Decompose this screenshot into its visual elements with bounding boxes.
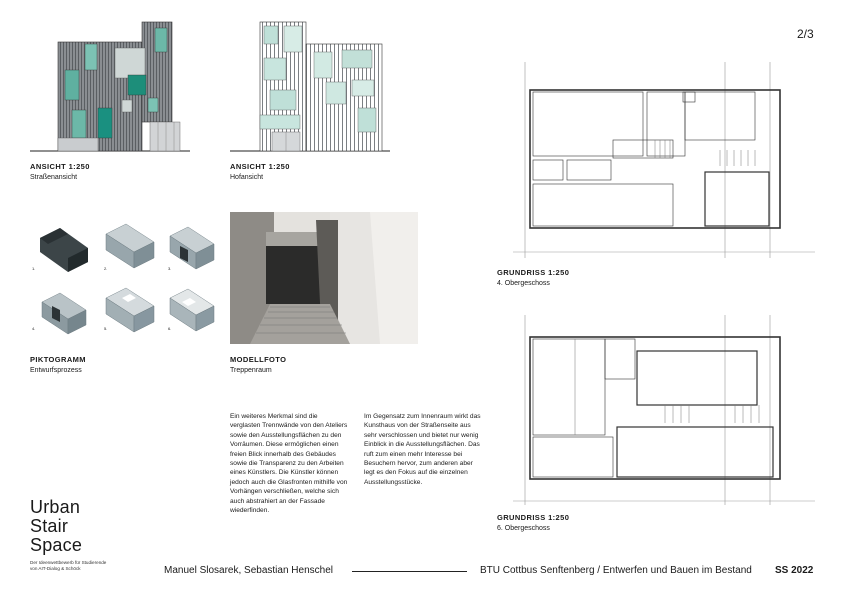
courtyard-elevation-caption xyxy=(230,162,290,181)
urban-stair-space-logo xyxy=(30,498,106,572)
pictogram-label-6: 6. xyxy=(168,326,172,331)
model-photo-subtitle: Treppenraum xyxy=(230,367,272,374)
footer-university: BTU Cottbus Senftenberg / Entwerfen und Bauen im Bestand xyxy=(480,565,752,576)
model-photo xyxy=(230,212,418,344)
page-number: 2/3 xyxy=(797,27,814,41)
pictogram-grid xyxy=(30,218,220,338)
pictogram-label-3: 3. xyxy=(168,266,172,271)
plan-6og-caption xyxy=(497,513,569,532)
plan-4og-subtitle: 4. Obergeschoss xyxy=(497,280,550,287)
logo-subline-1: Der Ideenwettbewerb für Studierende xyxy=(30,560,107,565)
footer-authors: Manuel Slosarek, Sebastian Henschel xyxy=(164,565,333,576)
floor-plan-6og xyxy=(505,315,815,505)
pictogram-step-4 xyxy=(42,293,86,334)
pictogram-step-1 xyxy=(40,228,88,272)
plan-4og-caption xyxy=(497,268,569,287)
footer-divider xyxy=(352,571,467,572)
courtyard-elevation-subtitle: Hofansicht xyxy=(230,174,264,181)
logo-line-2: Stair xyxy=(30,516,69,536)
logo-line-1: Urban xyxy=(30,497,81,517)
floor-plan-4og xyxy=(505,62,815,258)
street-elevation-subtitle: Straßenansicht xyxy=(30,174,78,181)
model-photo-title: MODELLFOTO xyxy=(230,355,287,364)
pictogram-step-3 xyxy=(170,227,214,269)
street-elevation-title: ANSICHT 1:250 xyxy=(30,162,90,171)
pictogram-subtitle: Entwurfsprozess xyxy=(30,367,82,374)
street-elevation-drawing xyxy=(30,20,190,155)
pictogram-label-5: 5. xyxy=(104,326,108,331)
text-block-1: Ein weiteres Merkmal sind die verglasten Trennwände von den Ateliers sowie den Ausstellungsflächen zu den Vorräumen. Diese ermöglichen einen freien Blick innerhalb des Gebäudes sowie die Transparenz zu den Arbeiten eines Künstlers. Die Künstler können jedoch auch die Glasfronten mithilfe von Vorhängen verschließen, welche sich auch abstrahiert an der Fassade wiederfinden. xyxy=(230,413,348,515)
pictogram-label-4: 4. xyxy=(32,326,36,331)
model-photo-caption xyxy=(230,355,286,374)
logo-subline-2: von AIT-Dialog & Schöck xyxy=(30,566,81,571)
courtyard-elevation-title: ANSICHT 1:250 xyxy=(230,162,290,171)
street-elevation-caption xyxy=(30,162,90,181)
pictogram-caption xyxy=(30,355,86,374)
pictogram-title: PIKTOGRAMM xyxy=(30,355,86,364)
footer-semester: SS 2022 xyxy=(775,565,814,576)
pictogram-label-2: 2. xyxy=(104,266,108,271)
pictogram-step-2 xyxy=(106,224,154,268)
pictogram-step-5 xyxy=(106,288,154,332)
plan-6og-title: GRUNDRISS 1:250 xyxy=(497,513,570,522)
text-block-2: Im Gegensatz zum Innenraum wirkt das Kunsthaus von der Straßenseite aus sehr verschlossen und bietet nur wenig Einblick in die Ausstellungsflächen. Das ruft zum einen mehr Interesse bei Besuchern hervor, zum anderen aber legt es den Fokus auf die einzelnen Ausstellungsstücke. xyxy=(364,413,481,486)
pictogram-label-1: 1. xyxy=(32,266,36,271)
logo-line-3: Space xyxy=(30,535,83,555)
plan-6og-subtitle: 6. Obergeschoss xyxy=(497,525,550,532)
pictogram-step-6 xyxy=(170,289,214,331)
courtyard-elevation-drawing xyxy=(230,20,390,155)
plan-4og-title: GRUNDRISS 1:250 xyxy=(497,268,570,277)
